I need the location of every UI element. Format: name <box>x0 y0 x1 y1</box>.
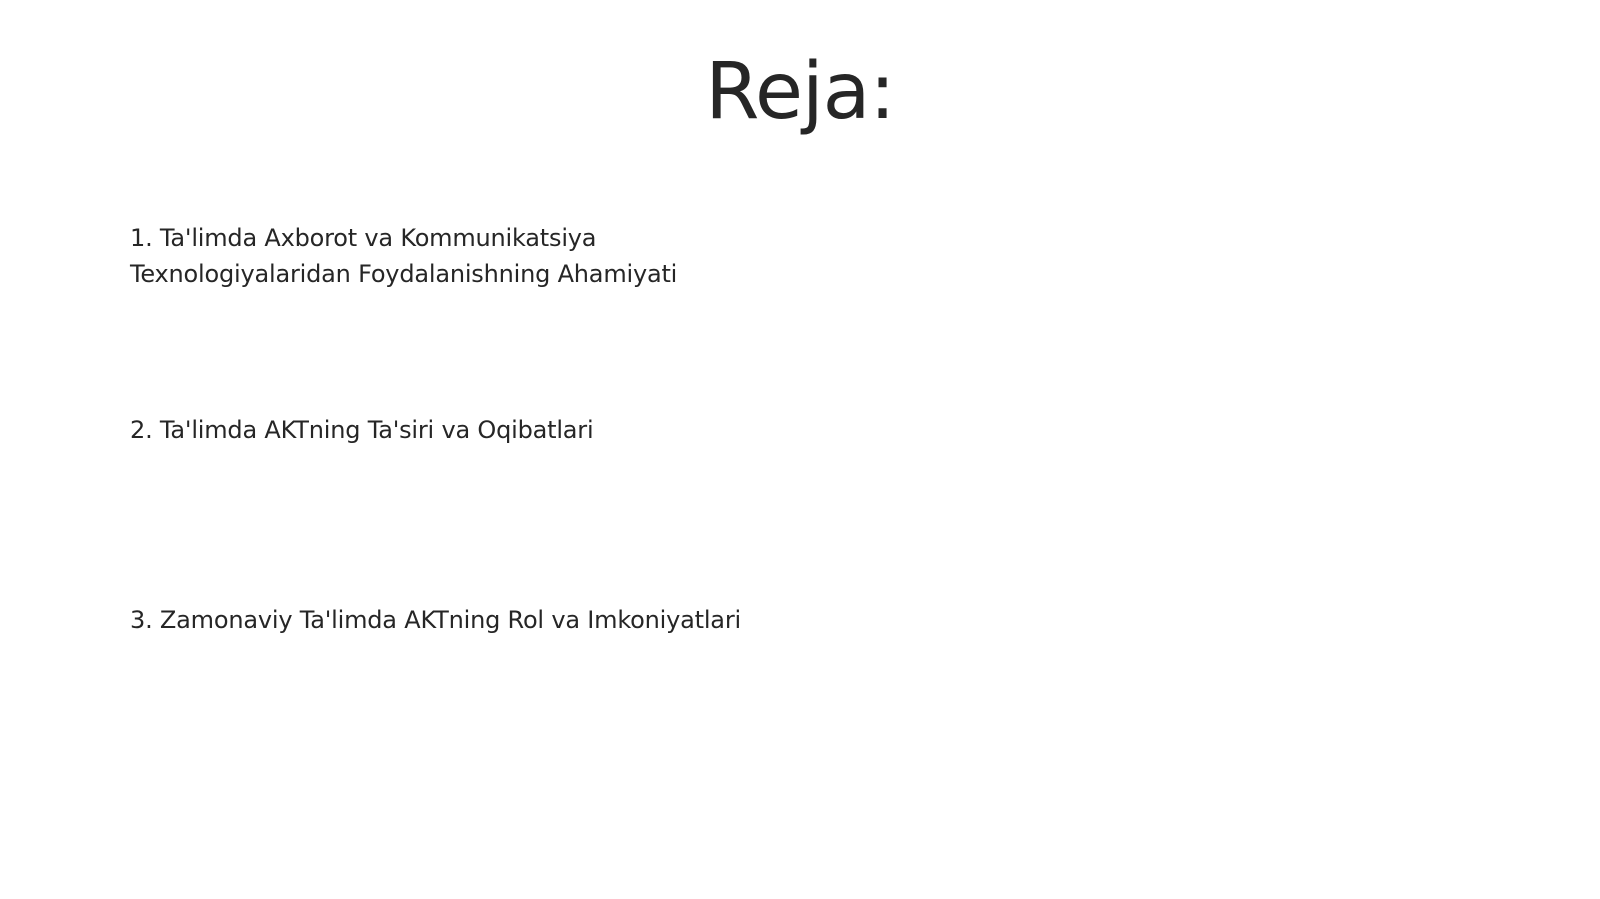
slide-title: Reja: <box>705 47 895 137</box>
plan-item-1: 1. Ta'limda Axborot va Kommunikatsiya Texnologiyalaridan Foydalanishning Ahamiyati <box>130 224 678 288</box>
plan-item-2: 2. Ta'limda AKTning Ta'siri va Oqibatlari <box>130 416 594 444</box>
plan-item-3: 3. Zamonaviy Ta'limda AKTning Rol va Imkoniyatlari <box>130 606 741 634</box>
